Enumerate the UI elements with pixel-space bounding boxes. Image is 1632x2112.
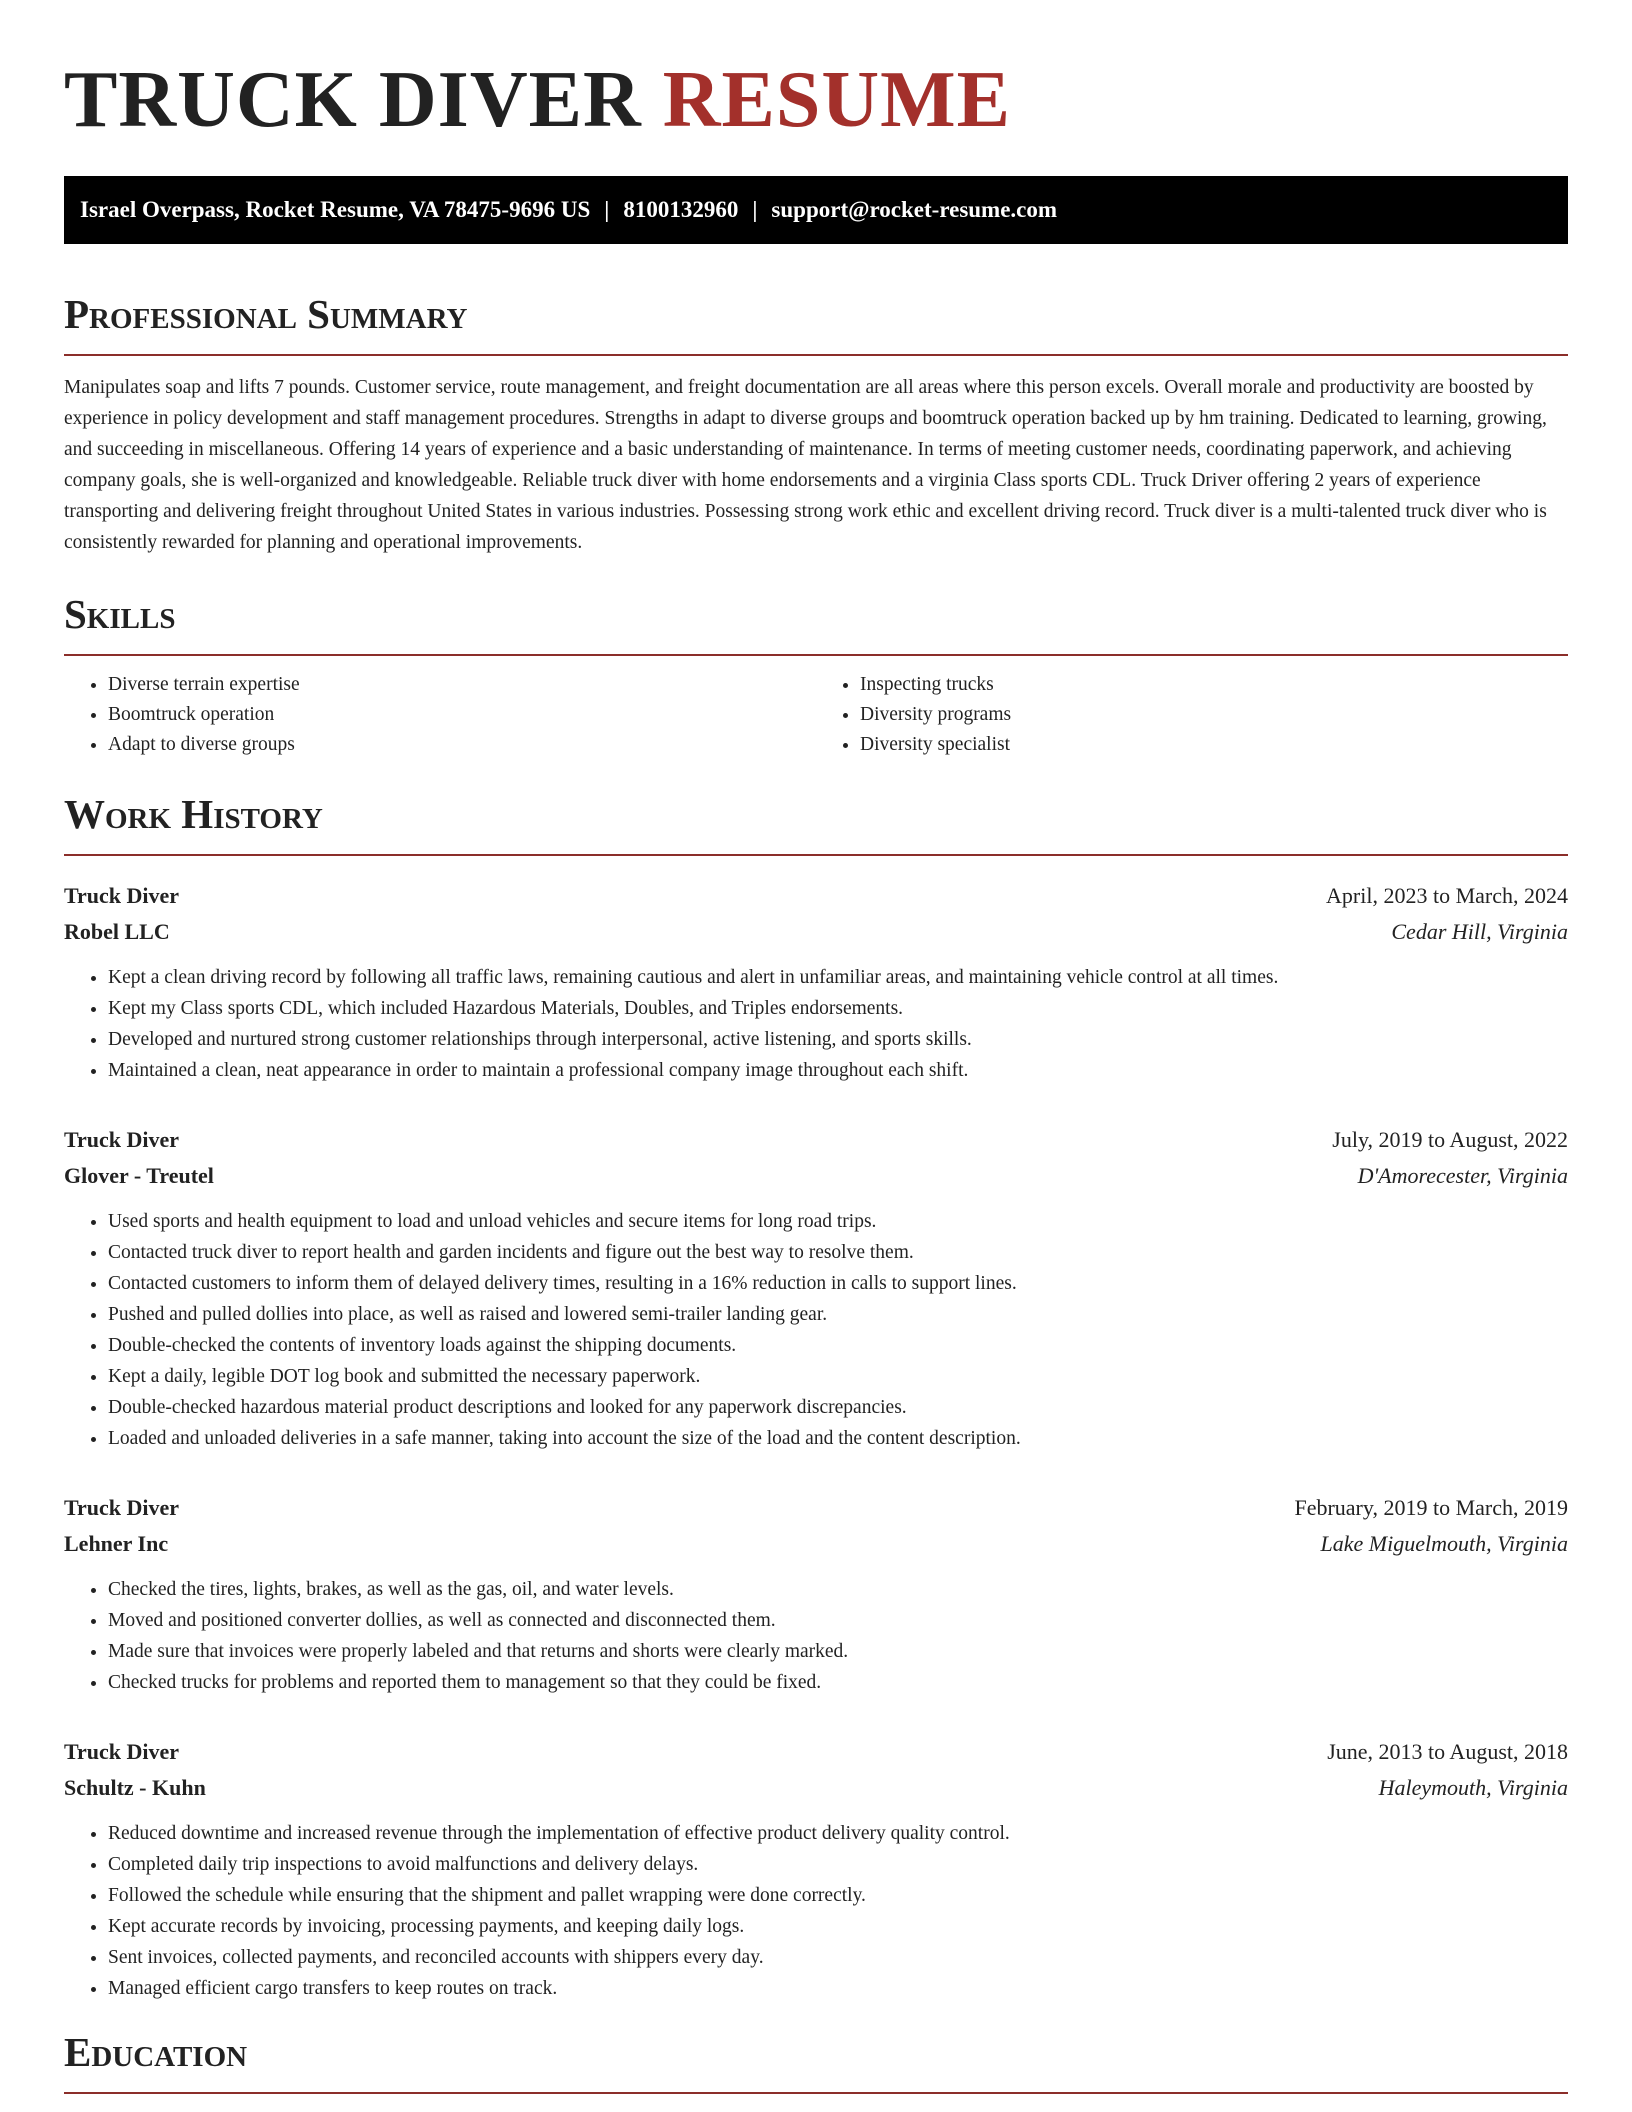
contact-separator: | xyxy=(752,197,758,222)
job-entry xyxy=(64,1490,1568,1698)
job-bullet: • Reduced downtime and increased revenue through the implementation of effective product delivery quality control. xyxy=(108,1818,1568,1849)
job-dates: June, 2013 to August, 2018 xyxy=(1327,1739,1568,1764)
job-company-row xyxy=(64,1770,1568,1806)
job-header-row xyxy=(64,1734,1568,1770)
skill-item: • Adapt to diverse groups xyxy=(108,730,816,760)
job-company: Robel LLC xyxy=(64,919,170,944)
job-bullets xyxy=(64,962,1568,1086)
job-bullet: • Checked the tires, lights, brakes, as well as the gas, oil, and water levels. xyxy=(108,1574,1568,1605)
education-heading: Education xyxy=(64,2026,1568,2094)
summary-text: Manipulates soap and lifts 7 pounds. Customer service, route management, and freight documentation are all areas where this person excels. Overall morale and productivity are boosted by experience in policy development and staff management procedures. Strengths in adapt to diverse groups and boomtruck operation backed up by hm training. Dedicated to learning, growing, and succeeding in miscellaneous. Offering 14 years of experience and a basic understanding of maintenance. In terms of meeting customer needs, coordinating paperwork, and achieving company goals, she is well-organized and knowledgeable. Reliable truck diver with home endorsements and a virginia Class sports CDL. Truck Driver offering 2 years of experience transporting and delivering freight throughout United States in various industries. Possessing strong work ethic and excellent driving record. Truck diver is a multi-talented truck diver who is consistently rewarded for planning and operational improvements. xyxy=(64,377,1547,553)
job-bullet: • Pushed and pulled dollies into place, as well as raised and lowered semi-trailer landing gear. xyxy=(108,1299,1568,1330)
job-header-row xyxy=(64,1490,1568,1526)
job-header-row xyxy=(64,1122,1568,1158)
job-location: Cedar Hill, Virginia xyxy=(1391,919,1568,944)
job-bullet: • Developed and nurtured strong customer relationships through interpersonal, active listening, and sports skills. xyxy=(108,1024,1568,1055)
job-bullet: • Kept a daily, legible DOT log book and submitted the necessary paperwork. xyxy=(108,1361,1568,1392)
contact-separator: | xyxy=(604,197,610,222)
contact-email: support@rocket-resume.com xyxy=(771,197,1058,222)
skills-list xyxy=(64,670,1568,760)
skill-item: • Inspecting trucks xyxy=(860,670,1568,700)
job-bullet: • Sent invoices, collected payments, and reconciled accounts with shippers every day. xyxy=(108,1942,1568,1973)
job-company-row xyxy=(64,1158,1568,1194)
job-bullet: • Completed daily trip inspections to avoid malfunctions and delivery delays. xyxy=(108,1849,1568,1880)
skill-item: • Boomtruck operation xyxy=(108,700,816,730)
job-title: Truck Diver xyxy=(64,1495,180,1520)
job-bullet: • Maintained a clean, neat appearance in order to maintain a professional company image throughout each shift. xyxy=(108,1055,1568,1086)
resume-title-name: TRUCK DIVER xyxy=(64,56,642,144)
job-bullet: • Moved and positioned converter dollies, as well as connected and disconnected them. xyxy=(108,1605,1568,1636)
contact-bar xyxy=(64,176,1568,244)
skill-item: • Diversity specialist xyxy=(860,730,1568,760)
job-bullets xyxy=(64,1574,1568,1698)
job-bullets xyxy=(64,1206,1568,1454)
job-bullet: • Kept a clean driving record by following all traffic laws, remaining cautious and alert in unfamiliar areas, and maintaining vehicle control at all times. xyxy=(108,962,1568,993)
skills-column-right xyxy=(816,670,1568,760)
job-bullet: • Managed efficient cargo transfers to keep routes on track. xyxy=(108,1973,1568,2004)
job-location: Haleymouth, Virginia xyxy=(1378,1775,1568,1800)
job-dates: July, 2019 to August, 2022 xyxy=(1332,1127,1568,1152)
job-location: Lake Miguelmouth, Virginia xyxy=(1320,1531,1568,1556)
skills-column-left xyxy=(64,670,816,760)
job-bullet: • Followed the schedule while ensuring that the shipment and pallet wrapping were done correctly. xyxy=(108,1880,1568,1911)
job-location: D'Amorecester, Virginia xyxy=(1357,1163,1568,1188)
contact-phone: 8100132960 xyxy=(623,197,739,222)
job-company: Lehner Inc xyxy=(64,1531,169,1556)
job-dates: April, 2023 to March, 2024 xyxy=(1326,883,1568,908)
job-bullet: • Contacted truck diver to report health and garden incidents and figure out the best way to resolve them. xyxy=(108,1237,1568,1268)
work-history-heading: Work History xyxy=(64,788,1568,856)
skill-item: • Diversity programs xyxy=(860,700,1568,730)
job-company-row xyxy=(64,1526,1568,1562)
job-bullet: • Kept accurate records by invoicing, processing payments, and keeping daily logs. xyxy=(108,1911,1568,1942)
contact-address: Israel Overpass, Rocket Resume, VA 78475-9696 US xyxy=(80,197,591,222)
skill-item: • Diverse terrain expertise xyxy=(108,670,816,700)
job-bullet: • Double-checked the contents of inventory loads against the shipping documents. xyxy=(108,1330,1568,1361)
job-entry xyxy=(64,878,1568,1086)
job-bullet: • Contacted customers to inform them of delayed delivery times, resulting in a 16% reduction in calls to support lines. xyxy=(108,1268,1568,1299)
job-header-row xyxy=(64,878,1568,914)
job-title: Truck Diver xyxy=(64,883,180,908)
job-bullet: • Kept my Class sports CDL, which included Hazardous Materials, Doubles, and Triples endorsements. xyxy=(108,993,1568,1024)
skills-heading: Skills xyxy=(64,588,1568,656)
job-bullet: • Used sports and health equipment to load and unload vehicles and secure items for long road trips. xyxy=(108,1206,1568,1237)
job-bullets xyxy=(64,1818,1568,2004)
job-company-row xyxy=(64,914,1568,950)
job-title: Truck Diver xyxy=(64,1739,180,1764)
job-bullet: • Double-checked hazardous material product descriptions and looked for any paperwork discrepancies. xyxy=(108,1392,1568,1423)
job-company: Glover - Treutel xyxy=(64,1163,214,1188)
job-bullet: • Checked trucks for problems and reported them to management so that they could be fixed. xyxy=(108,1667,1568,1698)
job-company: Schultz - Kuhn xyxy=(64,1775,206,1800)
resume-title-resume: RESUME xyxy=(662,56,1011,144)
summary-heading: Professional Summary xyxy=(64,288,1568,356)
job-title: Truck Diver xyxy=(64,1127,180,1152)
job-dates: February, 2019 to March, 2019 xyxy=(1294,1495,1568,1520)
job-bullet: • Made sure that invoices were properly labeled and that returns and shorts were clearly marked. xyxy=(108,1636,1568,1667)
job-bullet: • Loaded and unloaded deliveries in a safe manner, taking into account the size of the load and the content description. xyxy=(108,1423,1568,1454)
job-entry xyxy=(64,1734,1568,2004)
resume-title xyxy=(64,0,1568,142)
job-entry xyxy=(64,1122,1568,1454)
